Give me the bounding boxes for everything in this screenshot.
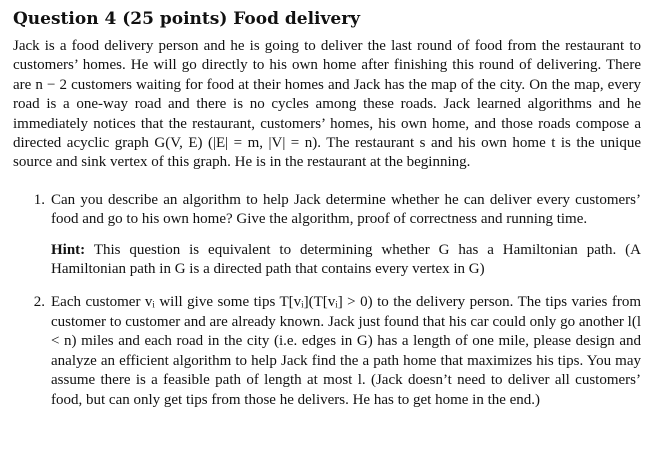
hint-text: This question is equivalent to determining whether G has a Hamiltonian path. (A Hamiltonian path in G is a directed path that contains every vertex in G) bbox=[51, 241, 641, 278]
subquestion-list bbox=[13, 191, 641, 410]
subquestion-2-number: 2. bbox=[33, 294, 45, 311]
question-intro: Jack is a food delivery person and he is going to deliver the last round of food from the restaurant to customers’ homes. He will go directly to his own home after finishing this round of delivering. There are n − 2 customers waiting for food at their homes and Jack has the map of the city. On the map, every road is a one-way road and there is no cycles among these roads. Jack learned algorithms and he immediately notices that the restaurant, customers’ homes, his own home, and those roads compose a directed acyclic graph G(V, E) (|E| = m, |V| = n). The restaurant s and his own home t is the unique source and sink vertex of this graph. He is in the restaurant at the beginning. bbox=[13, 38, 641, 171]
hint-paragraph bbox=[51, 241, 641, 280]
question-heading: Question 4 (25 points) Food delivery bbox=[13, 9, 361, 29]
subquestion-1-number: 1. bbox=[33, 191, 45, 208]
document-page bbox=[13, 8, 641, 410]
subquestion-2-body bbox=[51, 293, 641, 409]
subquestion-1-body bbox=[51, 191, 641, 280]
subquestion-2-text: Each customer vᵢ will give some tips T[vᵢ](T[vᵢ] > 0) to the delivery person. The tips varies from customer to customer and are already known. Jack just found that his car could only go another l(l < n) miles and each road in the city (i.e. edges in G) has a length of one mile, please design and analyze an efficient algorithm to help Jack find the a path home that maximizes his tips. You may assume there is a feasible path of length at most l. (Jack doesn’t need to deliver all customers’ food, but can only get tips from those he delivers. He has to get home in the end.) bbox=[51, 294, 641, 408]
subquestion-1 bbox=[13, 191, 641, 280]
hint-label: Hint: bbox=[51, 241, 86, 258]
subquestion-1-text: Can you describe an algorithm to help Jack determine whether he can deliver every customers’ food and go to his own home? Give the algorithm, proof of correctness and running time. bbox=[51, 191, 641, 228]
subquestion-2 bbox=[13, 293, 641, 409]
